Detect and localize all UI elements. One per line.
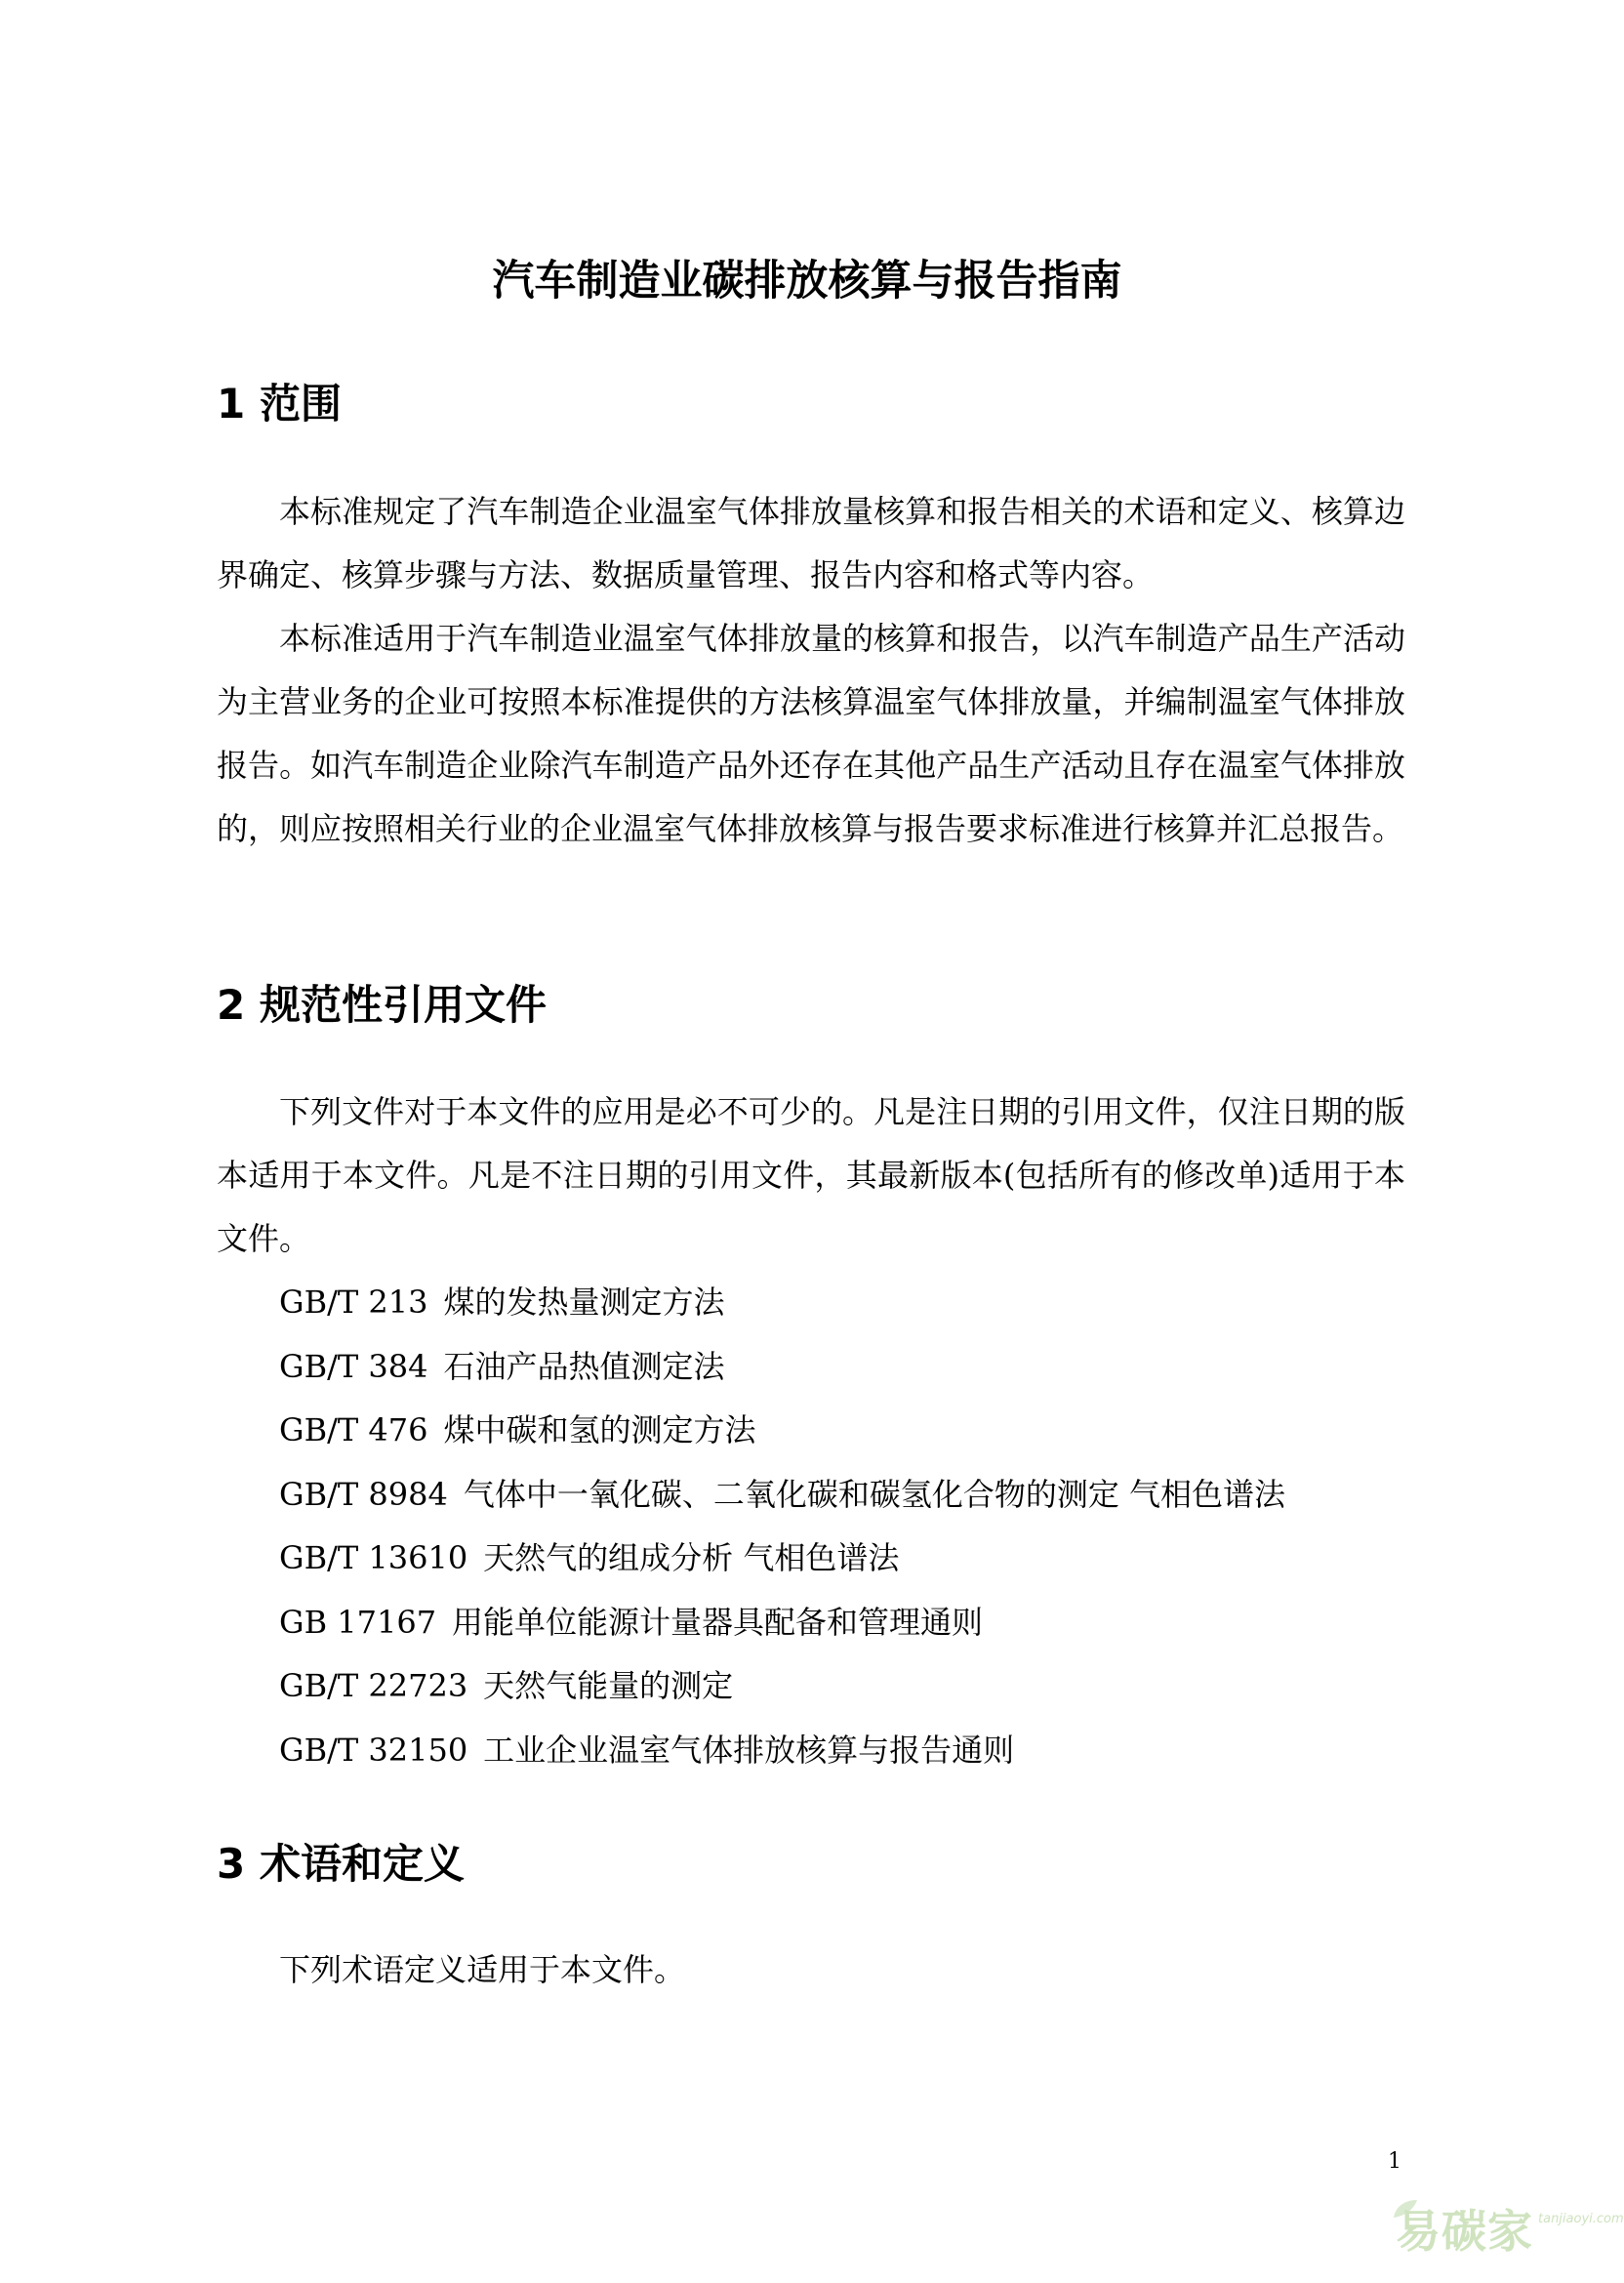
section-2-number: 2 — [217, 981, 246, 1029]
reference-item — [279, 1399, 1285, 1463]
reference-title: 石油产品热值测定法 — [443, 1347, 725, 1385]
reference-code: GB/T 213 — [279, 1284, 428, 1321]
reference-title: 天然气的组成分析 气相色谱法 — [483, 1539, 900, 1576]
reference-item — [279, 1654, 1285, 1719]
section-2-paragraph-1: 下列文件对于本文件的应用是必不可少的。凡是注日期的引用文件，仅注日期的版本适用于本文件。凡是不注日期的引用文件，其最新版本(包括所有的修改单)适用于本文件。 — [217, 1093, 1405, 1257]
reference-item — [279, 1719, 1285, 1783]
reference-item — [279, 1527, 1285, 1591]
reference-code: GB/T 13610 — [279, 1539, 468, 1576]
reference-item — [279, 1271, 1285, 1335]
section-1-heading — [217, 375, 342, 433]
reference-item — [279, 1591, 1285, 1655]
section-3-number: 3 — [217, 1840, 246, 1888]
reference-title: 天然气能量的测定 — [483, 1667, 734, 1704]
section-1-title: 范围 — [260, 380, 343, 428]
section-2-title: 规范性引用文件 — [260, 981, 548, 1029]
reference-title: 气体中一氧化碳、二氧化碳和碳氢化合物的测定 气相色谱法 — [463, 1475, 1285, 1513]
section-3-title: 术语和定义 — [260, 1840, 466, 1888]
reference-item — [279, 1335, 1285, 1400]
section-3-heading — [217, 1835, 465, 1894]
section-1-paragraph-1: 本标准规定了汽车制造企业温室气体排放量核算和报告相关的术语和定义、核算边界确定、核算步骤与方法、数据质量管理、报告内容和格式等内容。 — [217, 493, 1405, 593]
watermark-text: 易碳家 — [1396, 2205, 1533, 2258]
reference-code: GB/T 384 — [279, 1347, 428, 1385]
reference-title: 煤的发热量测定方法 — [443, 1284, 725, 1321]
reference-item — [279, 1463, 1285, 1528]
section-3-paragraph-1: 下列术语定义适用于本文件。 — [279, 1951, 686, 1988]
section-1-number: 1 — [217, 380, 246, 428]
reference-code: GB/T 8984 — [279, 1475, 448, 1513]
reference-title: 用能单位能源计量器具配备和管理通则 — [452, 1603, 984, 1641]
reference-code: GB/T 476 — [279, 1411, 428, 1448]
section-2-heading — [217, 976, 547, 1035]
reference-code: GB/T 32150 — [279, 1731, 468, 1769]
watermark-domain: tanjiaoyi.com — [1538, 2212, 1624, 2226]
document-title: 汽车制造业碳排放核算与报告指南 — [492, 257, 1122, 306]
reference-code: GB/T 22723 — [279, 1667, 468, 1704]
reference-list — [279, 1271, 1285, 1782]
reference-title: 工业企业温室气体排放核算与报告通则 — [483, 1731, 1015, 1769]
watermark-logo — [1396, 2198, 1624, 2266]
reference-code: GB 17167 — [279, 1603, 437, 1641]
page-number: 1 — [1388, 2149, 1401, 2174]
section-1-paragraph-2: 本标准适用于汽车制造业温室气体排放量的核算和报告，以汽车制造产品生产活动为主营业务的企业可按照本标准提供的方法核算温室气体排放量，并编制温室气体排放报告。如汽车制造企业除汽车制造产品外还存在其他产品生产活动且存在温室气体排放的，则应按照相关行业的企业温室气体排放核算与报告要求标准进行核算并汇总报告。 — [217, 620, 1405, 847]
reference-title: 煤中碳和氢的测定方法 — [443, 1411, 756, 1448]
